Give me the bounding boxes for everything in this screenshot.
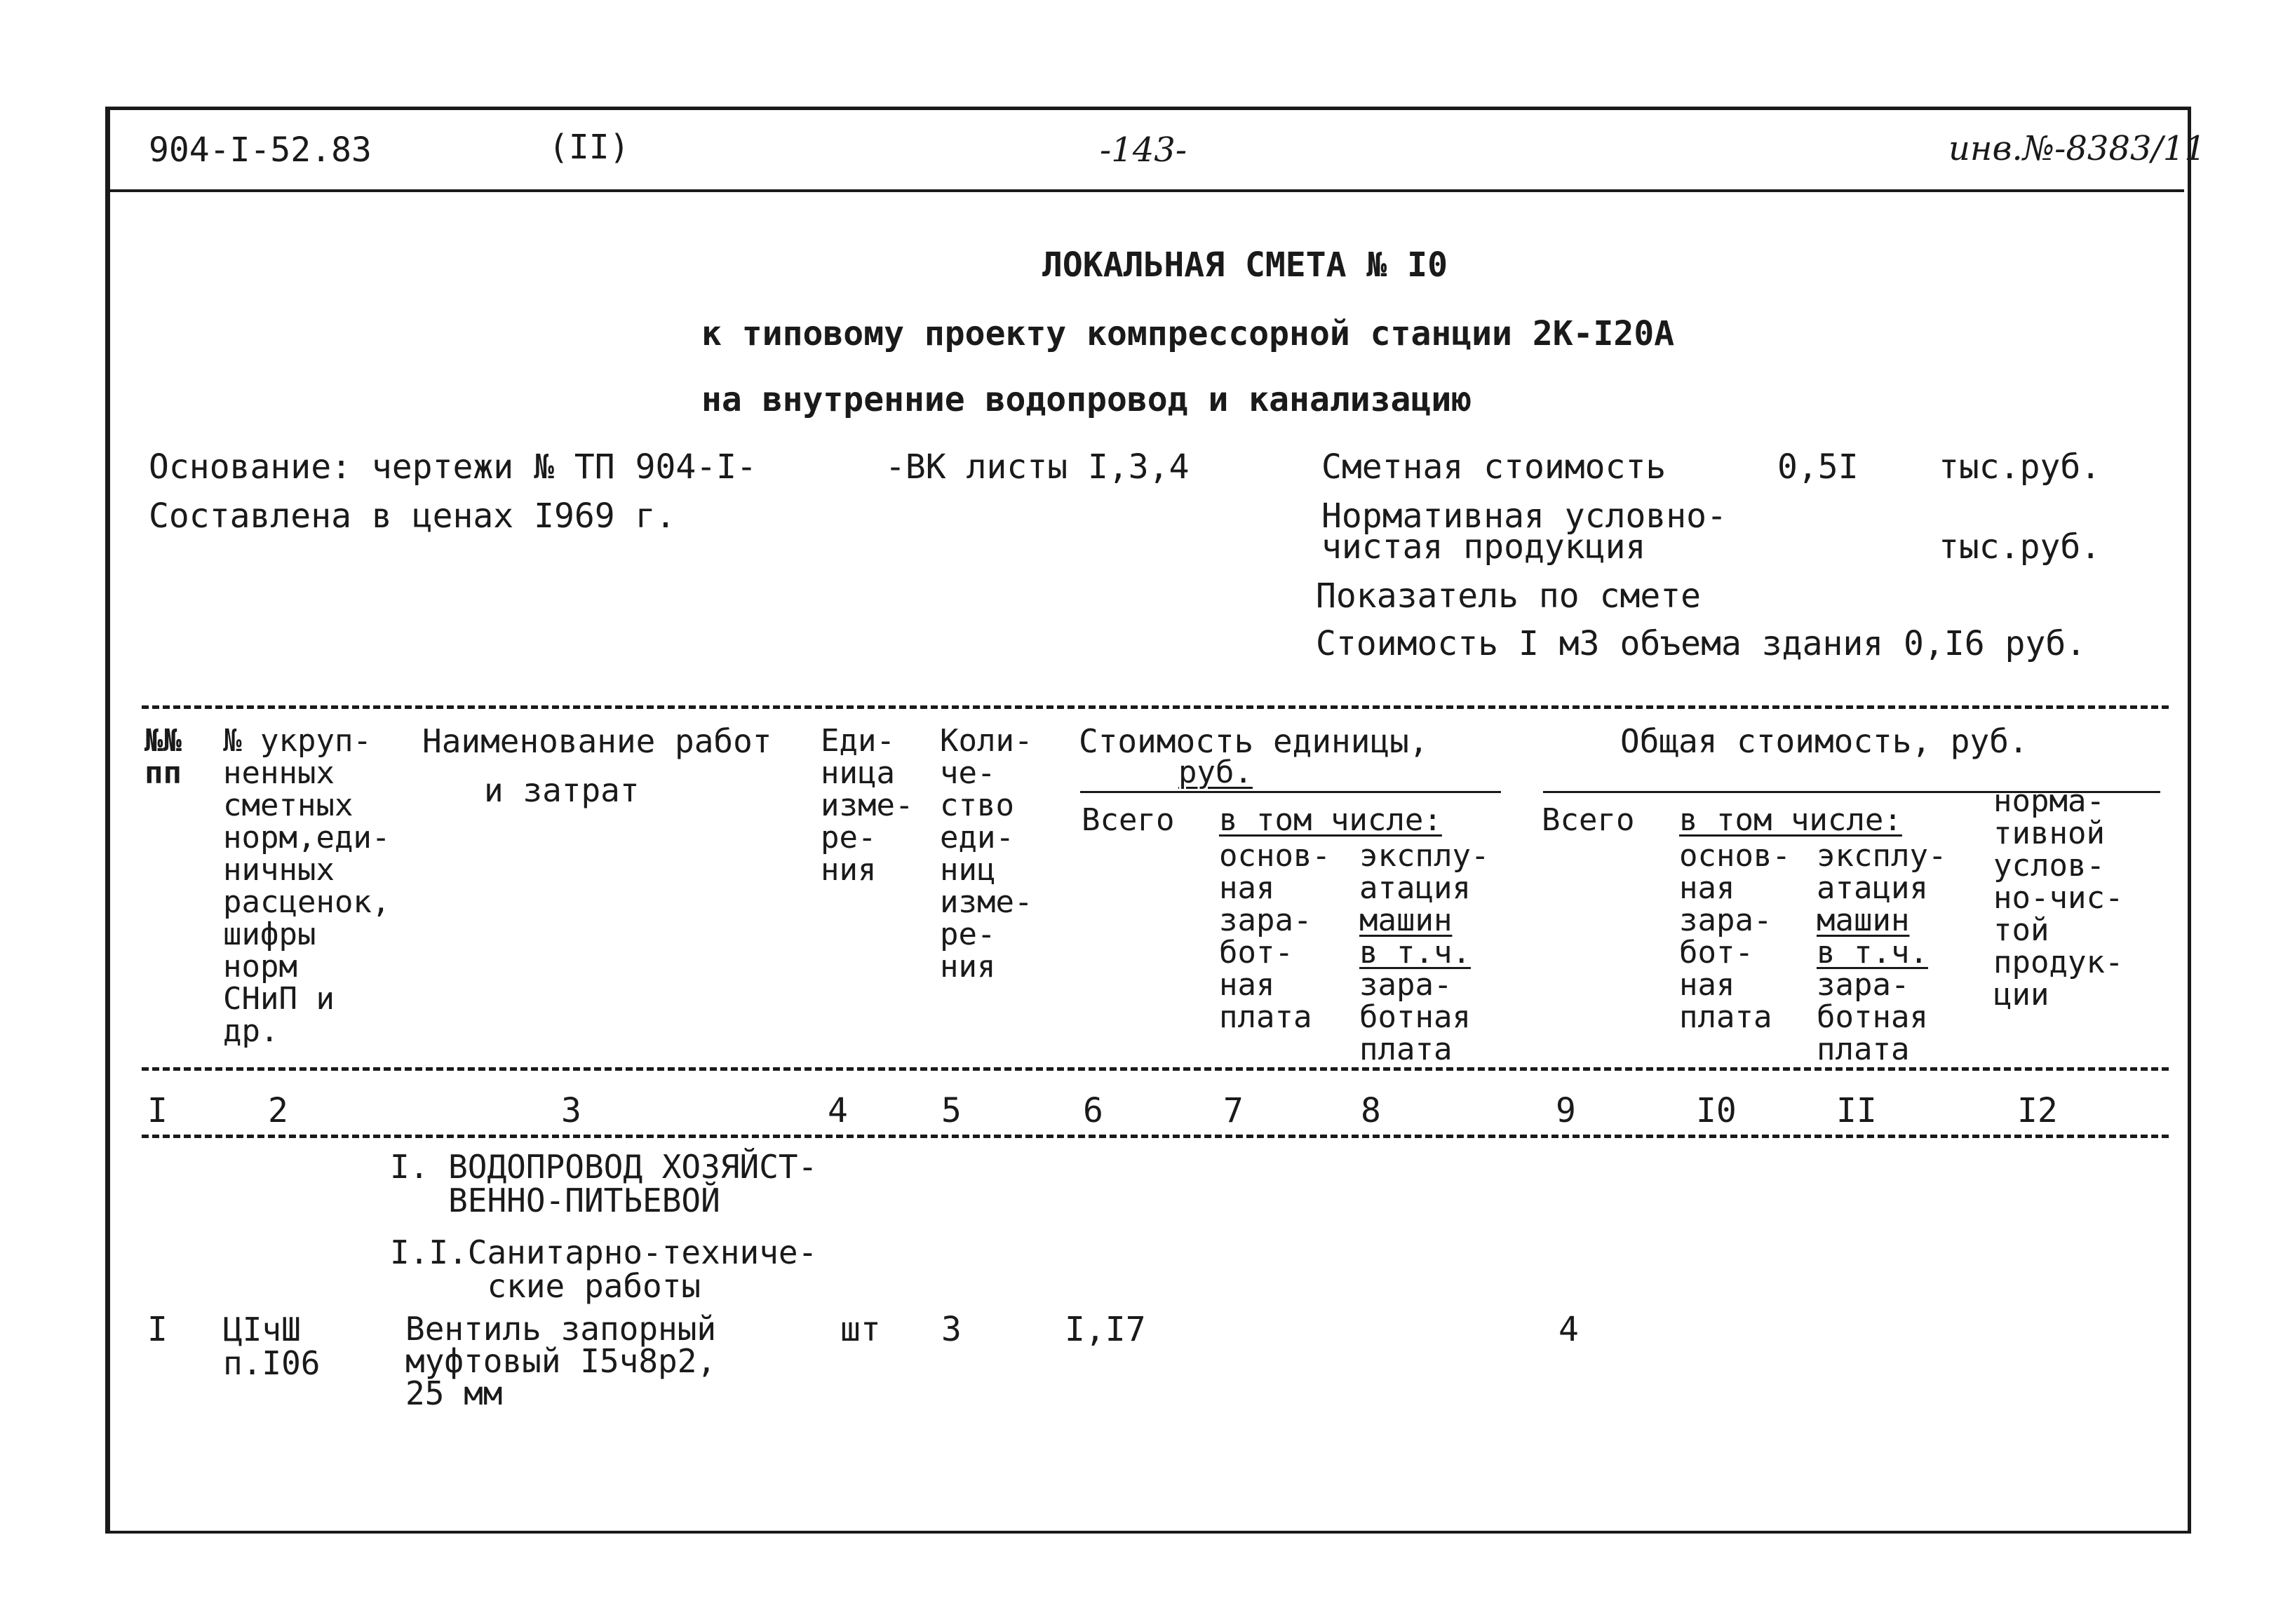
document-code: 904-I-52.83 bbox=[149, 130, 372, 170]
row-total-cost: 4 bbox=[1558, 1310, 1579, 1349]
unit-cost-incl-header: в том числе: bbox=[1219, 802, 1442, 838]
row-norm-code: ЦIчШ п.I06 bbox=[223, 1311, 321, 1382]
unit-cost-group-unit: руб. bbox=[1178, 755, 1253, 790]
column-numbers-rule bbox=[142, 1135, 2169, 1138]
unit-cost-machine-sub: машин bbox=[1359, 902, 1453, 938]
column-number-11: II bbox=[1836, 1091, 1877, 1130]
total-cost-machine-header: эксплу- атация bbox=[1817, 838, 1947, 906]
column-number-7: 7 bbox=[1223, 1091, 1244, 1130]
total-cost-incl-header: в том числе: bbox=[1679, 802, 1902, 838]
col-header-number: №№ пп bbox=[144, 723, 182, 791]
section-heading: I. ВОДОПРОВОД ХОЗЯЙСТ- ВЕННО-ПИТЬЕВОЙ bbox=[390, 1148, 818, 1219]
total-cost-total-header: Всего bbox=[1542, 802, 1635, 838]
inventory-number: инв.№-8383/11 bbox=[1948, 129, 2206, 168]
row-number: I bbox=[147, 1310, 168, 1349]
unit-cost-group-rule bbox=[1080, 791, 1501, 793]
column-number-2: 2 bbox=[268, 1091, 288, 1130]
total-cost-machine-wage-incl: в т.ч. bbox=[1817, 935, 1928, 970]
normative-product-label-1: Нормативная условно- bbox=[1321, 496, 1727, 536]
estimated-cost-unit: тыс.руб. bbox=[1939, 447, 2101, 487]
document-title: ЛОКАЛЬНАЯ СМЕТА № I0 bbox=[1042, 245, 1448, 285]
unit-cost-machine-wage-header: зара- ботная плата bbox=[1359, 967, 1471, 1067]
estimated-cost-label: Сметная стоимость bbox=[1321, 447, 1667, 487]
total-cost-basic-wage-header: основ- ная зара- бот- ная плата bbox=[1679, 838, 1791, 1035]
row-unit: шт bbox=[840, 1310, 881, 1349]
row-work-name: Вентиль запорный муфтовый I5ч8р2, 25 мм bbox=[405, 1310, 717, 1412]
column-number-5: 5 bbox=[941, 1091, 962, 1130]
column-number-12: I2 bbox=[2017, 1091, 2058, 1130]
normative-product-label-2: чистая продукция bbox=[1321, 527, 1646, 567]
basis-sheets: -ВК листы I,3,4 bbox=[885, 447, 1190, 487]
unit-cost-machine-wage-incl: в т.ч. bbox=[1359, 935, 1471, 970]
col-header-unit: Еди- ница изме- ре- ния bbox=[821, 723, 914, 888]
normative-product-header: норма- тивной услов- но-чис- той продук- ции bbox=[1993, 783, 2124, 1013]
indicator-label: Показатель по смете bbox=[1316, 576, 1702, 616]
column-number-6: 6 bbox=[1083, 1091, 1103, 1130]
row-unit-cost-total: I,I7 bbox=[1065, 1310, 1146, 1349]
col-header-norm-code: № укруп- ненных сметных норм,еди- ничных расценок, шифры норм СНиП и др. bbox=[223, 723, 391, 1049]
unit-cost-basic-wage-header: основ- ная зара- бот- ная плата bbox=[1219, 838, 1331, 1035]
column-number-4: 4 bbox=[828, 1091, 848, 1130]
col-header-work-name-1: Наименование работ bbox=[422, 722, 772, 760]
title-subline-2: на внутренние водопровод и канализацию bbox=[701, 380, 1472, 419]
total-cost-group-header: Общая стоимость, руб. bbox=[1620, 722, 2028, 760]
price-basis: Составлена в ценах I969 г. bbox=[149, 496, 676, 536]
unit-cost-machine-header: эксплу- атация bbox=[1359, 838, 1490, 906]
header-bottom-rule bbox=[142, 1067, 2169, 1071]
normative-product-unit: тыс.руб. bbox=[1939, 527, 2101, 567]
column-number-9: 9 bbox=[1556, 1091, 1576, 1130]
column-number-3: 3 bbox=[561, 1091, 581, 1130]
subsection-heading: I.I.Санитарно-техниче- ские работы bbox=[390, 1233, 818, 1305]
total-cost-machine-wage-header: зара- ботная плата bbox=[1817, 967, 1928, 1067]
estimated-cost-value: 0,5I bbox=[1777, 447, 1859, 487]
row-quantity: 3 bbox=[941, 1310, 962, 1349]
column-number-10: I0 bbox=[1696, 1091, 1737, 1130]
title-subline-1: к типовому проекту компрессорной станции 2К-I20А bbox=[701, 314, 1675, 353]
col-header-quantity: Коли- че- ство еди- ниц изме- ре- ния bbox=[940, 723, 1033, 984]
page-number: -143- bbox=[1100, 130, 1187, 170]
table-top-rule bbox=[142, 705, 2169, 709]
total-cost-machine-sub: машин bbox=[1817, 902, 1910, 938]
volume-cost: Стоимость I м3 объема здания 0,I6 руб. bbox=[1316, 624, 2087, 663]
header-divider bbox=[107, 189, 2184, 192]
column-number-8: 8 bbox=[1361, 1091, 1381, 1130]
unit-cost-total-header: Всего bbox=[1082, 802, 1175, 838]
col-header-work-name-2: и затрат bbox=[484, 771, 640, 809]
document-part: (II) bbox=[548, 128, 630, 167]
basis-label: Основание: чертежи № ТП 904-I- bbox=[149, 447, 757, 487]
column-number-1: I bbox=[147, 1091, 168, 1130]
unit-cost-group-header: Стоимость единицы, bbox=[1079, 722, 1429, 760]
